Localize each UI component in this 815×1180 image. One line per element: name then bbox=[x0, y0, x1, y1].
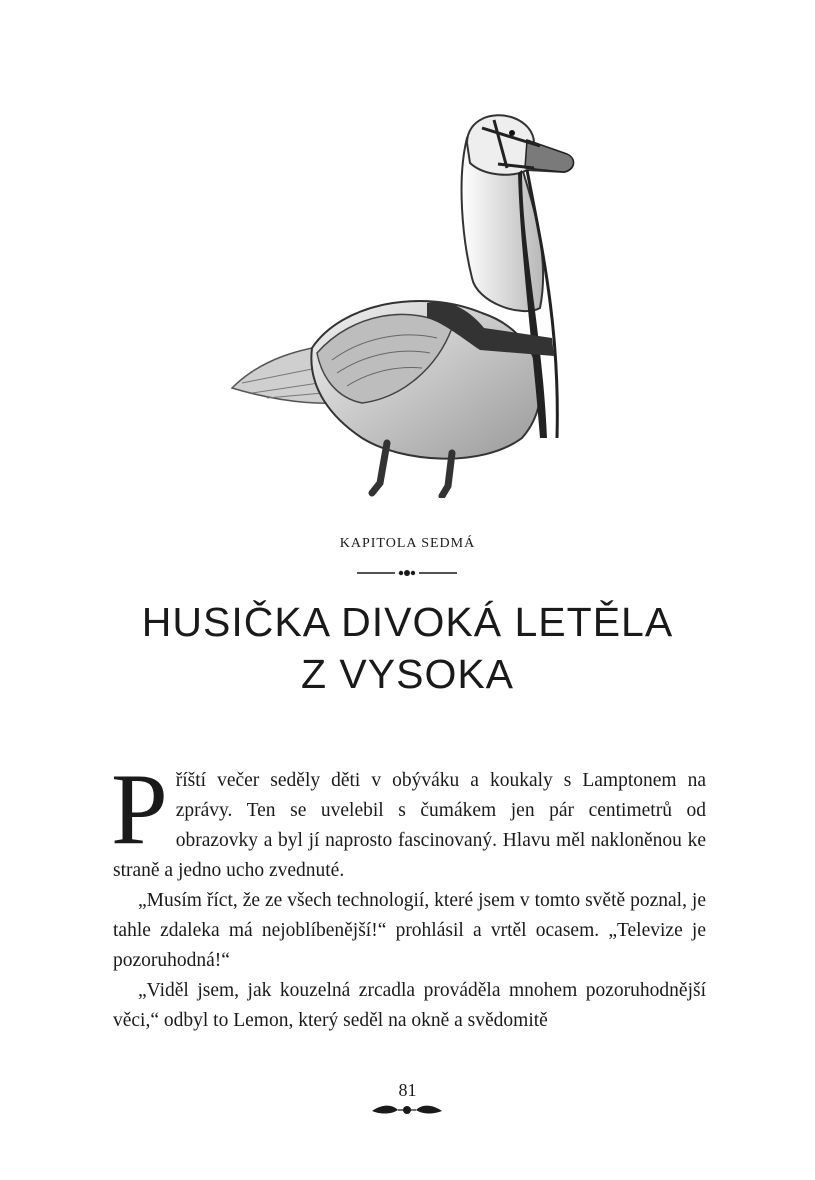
footer-ornament-icon bbox=[368, 1102, 446, 1118]
paragraph bbox=[111, 753, 706, 886]
paragraph: „Viděl jsem, jak kouzelná zrcadla prováděla mnohem pozoruhodnější věci,“ odbyl to Lemon, který seděl na okně a svědomitě bbox=[113, 980, 706, 1031]
chapter-ornament-icon bbox=[355, 566, 459, 580]
paragraph: „Musím říct, že ze všech technologií, které jsem v tomto světě poznal, je tahle zdaleka má nejoblíbenější!“ prohlásil a vrtěl ocasem. „Televize je pozoruhodná!“ bbox=[113, 890, 706, 971]
chapter-title-line2: Z VYSOKA bbox=[300, 651, 515, 697]
chapter-title-line1: HUSIČKA DIVOKÁ LETĚLA bbox=[141, 599, 674, 645]
goose-illustration bbox=[222, 98, 582, 498]
drop-cap: P bbox=[111, 753, 168, 866]
body-text bbox=[111, 753, 706, 1036]
chapter-title bbox=[0, 596, 815, 700]
page-number: 81 bbox=[398, 1080, 417, 1100]
paragraph-text: říští večer seděly děti v obýváku a koukaly s Lamptonem na zprávy. Ten se uvelebil s čumákem jen pár centimetrů od obrazovky a byl jí naprosto fascinovaný. Hlavu měl nakloněnou ke straně a jedno ucho zvednuté. bbox=[113, 770, 706, 881]
chapter-label: KAPITOLA SEDMÁ bbox=[339, 536, 476, 551]
